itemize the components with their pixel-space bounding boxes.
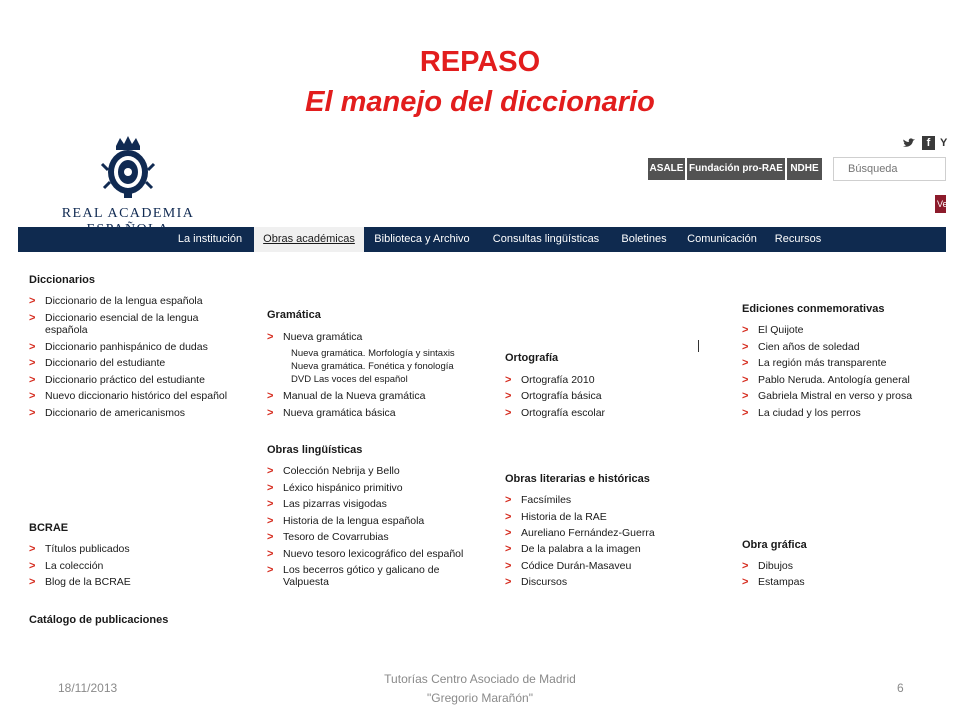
heading-diccionarios: Diccionarios	[29, 274, 96, 286]
link-diccionario-americanismos[interactable]: > Diccionario de americanismos	[29, 407, 186, 419]
arrow-icon: >	[267, 498, 274, 510]
arrow-icon: >	[29, 576, 36, 588]
rae-logo[interactable]	[23, 134, 233, 220]
link-pizarras-visigodas[interactable]: > Las pizarras visigodas	[267, 498, 387, 510]
arrow-icon: >	[29, 312, 36, 324]
arrow-icon: >	[505, 511, 512, 523]
heading-obras-literarias: Obras literarias e históricas	[505, 473, 650, 485]
slide-title: REPASO	[419, 46, 541, 78]
link-codice-duran-masaveu[interactable]: > Códice Durán-Masaveu	[505, 560, 632, 572]
arrow-icon: >	[267, 482, 274, 494]
link-nebrija-bello[interactable]: > Colección Nebrija y Bello	[267, 465, 400, 477]
nav-boletines[interactable]: Boletines	[621, 233, 667, 245]
arrow-icon: >	[505, 390, 512, 402]
arrow-icon: >	[742, 407, 749, 419]
link-ortografia-basica[interactable]: > Ortografía básica	[505, 390, 602, 402]
link-ciudad-perros[interactable]: > La ciudad y los perros	[742, 407, 861, 419]
arrow-icon: >	[742, 324, 749, 336]
link-lexico-hispanico[interactable]: > Léxico hispánico primitivo	[267, 482, 403, 494]
link-blog-bcrae[interactable]: > Blog de la BCRAE	[29, 576, 131, 588]
arrow-icon: >	[29, 357, 36, 369]
link-nuevo-tesoro[interactable]: > Nuevo tesoro lexicográfico del español	[267, 548, 464, 560]
footer-center	[330, 670, 630, 708]
arrow-icon: >	[267, 548, 274, 560]
arrow-icon: >	[29, 390, 36, 402]
link-tesoro-covarrubias[interactable]: > Tesoro de Covarrubias	[267, 531, 389, 543]
link-pablo-neruda[interactable]: > Pablo Neruda. Antología general	[742, 374, 910, 386]
link-dibujos[interactable]: > Dibujos	[742, 560, 794, 572]
arrow-icon: >	[29, 407, 36, 419]
toolbar-fundacion-button[interactable]: Fundación pro-RAE	[687, 158, 785, 180]
link-titulos-publicados[interactable]: > Títulos publicados	[29, 543, 130, 555]
arrow-icon: >	[742, 341, 749, 353]
twitter-icon[interactable]	[902, 136, 916, 150]
link-diccionario-estudiante[interactable]: > Diccionario del estudiante	[29, 357, 166, 369]
link-discursos[interactable]: > Discursos	[505, 576, 568, 588]
link-gabriela-mistral[interactable]: > Gabriela Mistral en verso y prosa	[742, 390, 913, 402]
link-diccionario-panhispanico[interactable]: > Diccionario panhispánico de dudas	[29, 341, 208, 353]
nav-obras-academicas-label: Obras académicas	[263, 233, 355, 245]
link-diccionario-lengua[interactable]: > Diccionario de la lengua española	[29, 295, 203, 307]
text-cursor	[698, 340, 699, 352]
arrow-icon: >	[267, 465, 274, 477]
arrow-icon: >	[505, 576, 512, 588]
rae-website-screenshot	[18, 130, 946, 640]
arrow-icon: >	[742, 357, 749, 369]
arrow-icon: >	[742, 390, 749, 402]
link-becerros-valpuesta[interactable]: > Los becerros gótico y galicano de Valpuesta	[267, 564, 440, 588]
link-la-coleccion[interactable]: > La colección	[29, 560, 104, 572]
heading-obra-grafica: Obra gráfica	[742, 539, 807, 551]
arrow-icon: >	[505, 494, 512, 506]
heading-gramatica: Gramática	[267, 309, 321, 321]
link-diccionario-esencial[interactable]: > Diccionario esencial de la lengua española	[29, 312, 199, 336]
link-aureliano-fernandez-guerra[interactable]: > Aureliano Fernández-Guerra	[505, 527, 655, 539]
link-nueva-gramatica[interactable]: > Nueva gramática	[267, 331, 363, 343]
heading-ediciones-conmemorativas: Ediciones conmemorativas	[742, 303, 885, 315]
nav-consultas-linguisticas[interactable]: Consultas lingüísticas	[492, 233, 600, 245]
link-nueva-gramatica-basica[interactable]: > Nueva gramática básica	[267, 407, 396, 419]
arrow-icon: >	[505, 560, 512, 572]
toolbar-ndhe-button[interactable]: NDHE	[787, 158, 822, 180]
arrow-icon: >	[29, 560, 36, 572]
heading-ortografia: Ortografía	[505, 352, 559, 364]
rae-crest-icon	[98, 134, 158, 200]
footer-date: 18/11/2013	[58, 681, 118, 695]
footer-page-number: 6	[897, 681, 904, 695]
nav-biblioteca-archivo[interactable]: Biblioteca y Archivo	[374, 233, 470, 245]
main-navbar	[18, 227, 946, 252]
link-ortografia-escolar[interactable]: > Ortografía escolar	[505, 407, 606, 419]
red-tab-button[interactable]: Ve	[935, 195, 946, 213]
youtube-icon[interactable]: Y	[940, 137, 948, 149]
link-ortografia-2010[interactable]: > Ortografía 2010	[505, 374, 595, 386]
link-el-quijote[interactable]: > El Quijote	[742, 324, 804, 336]
footer-center-line1: Tutorías Centro Asociado de Madrid	[384, 672, 576, 686]
arrow-icon: >	[267, 531, 274, 543]
sublink-morfologia-sintaxis[interactable]: Nueva gramática. Morfología y sintaxis	[291, 348, 455, 359]
arrow-icon: >	[29, 341, 36, 353]
heading-obras-linguisticas: Obras lingüísticas	[267, 444, 363, 456]
arrow-icon: >	[505, 374, 512, 386]
arrow-icon: >	[505, 407, 512, 419]
logo-text: REAL ACADEMIA	[61, 206, 195, 221]
arrow-icon: >	[29, 295, 36, 307]
link-estampas[interactable]: > Estampas	[742, 576, 805, 588]
arrow-icon: >	[742, 374, 749, 386]
arrow-icon: >	[505, 527, 512, 539]
search-input[interactable]	[833, 157, 946, 181]
link-palabra-imagen[interactable]: > De la palabra a la imagen	[505, 543, 641, 555]
arrow-icon: >	[267, 390, 274, 402]
link-historia-rae[interactable]: > Historia de la RAE	[505, 511, 607, 523]
slide-subtitle: El manejo del diccionario	[305, 86, 655, 118]
link-historia-lengua[interactable]: > Historia de la lengua española	[267, 515, 425, 527]
nav-obras-academicas[interactable]	[254, 227, 364, 252]
nav-comunicacion[interactable]: Comunicación	[687, 233, 757, 245]
link-cien-anos-soledad[interactable]: > Cien años de soledad	[742, 341, 860, 353]
facebook-icon[interactable]: f	[922, 136, 935, 150]
link-facsimiles[interactable]: > Facsímiles	[505, 494, 572, 506]
arrow-icon: >	[267, 407, 274, 419]
nav-recursos[interactable]: Recursos	[774, 233, 822, 245]
arrow-icon: >	[742, 576, 749, 588]
nav-la-institucion[interactable]: La institución	[177, 233, 243, 245]
link-region-transparente[interactable]: > La región más transparente	[742, 357, 887, 369]
link-diccionario-practico[interactable]: > Diccionario práctico del estudiante	[29, 374, 205, 386]
arrow-icon: >	[267, 331, 274, 343]
sublink-fonetica-fonologia[interactable]: Nueva gramática. Fonética y fonología	[291, 361, 454, 372]
arrow-icon: >	[267, 564, 274, 576]
link-nuevo-diccionario-historico[interactable]: > Nuevo diccionario histórico del español	[29, 390, 228, 402]
heading-bcrae: BCRAE	[29, 522, 69, 534]
arrow-icon: >	[742, 560, 749, 572]
sublink-dvd-voces[interactable]: DVD Las voces del español	[291, 374, 408, 385]
arrow-icon: >	[29, 543, 36, 555]
arrow-icon: >	[267, 515, 274, 527]
footer-center-line2: "Gregorio Marañón"	[427, 691, 533, 705]
heading-catalogo[interactable]: Catálogo de publicaciones	[29, 614, 169, 626]
toolbar-asale-button[interactable]: ASALE	[648, 158, 685, 180]
arrow-icon: >	[29, 374, 36, 386]
link-manual-nueva-gramatica[interactable]: > Manual de la Nueva gramática	[267, 390, 426, 402]
arrow-icon: >	[505, 543, 512, 555]
